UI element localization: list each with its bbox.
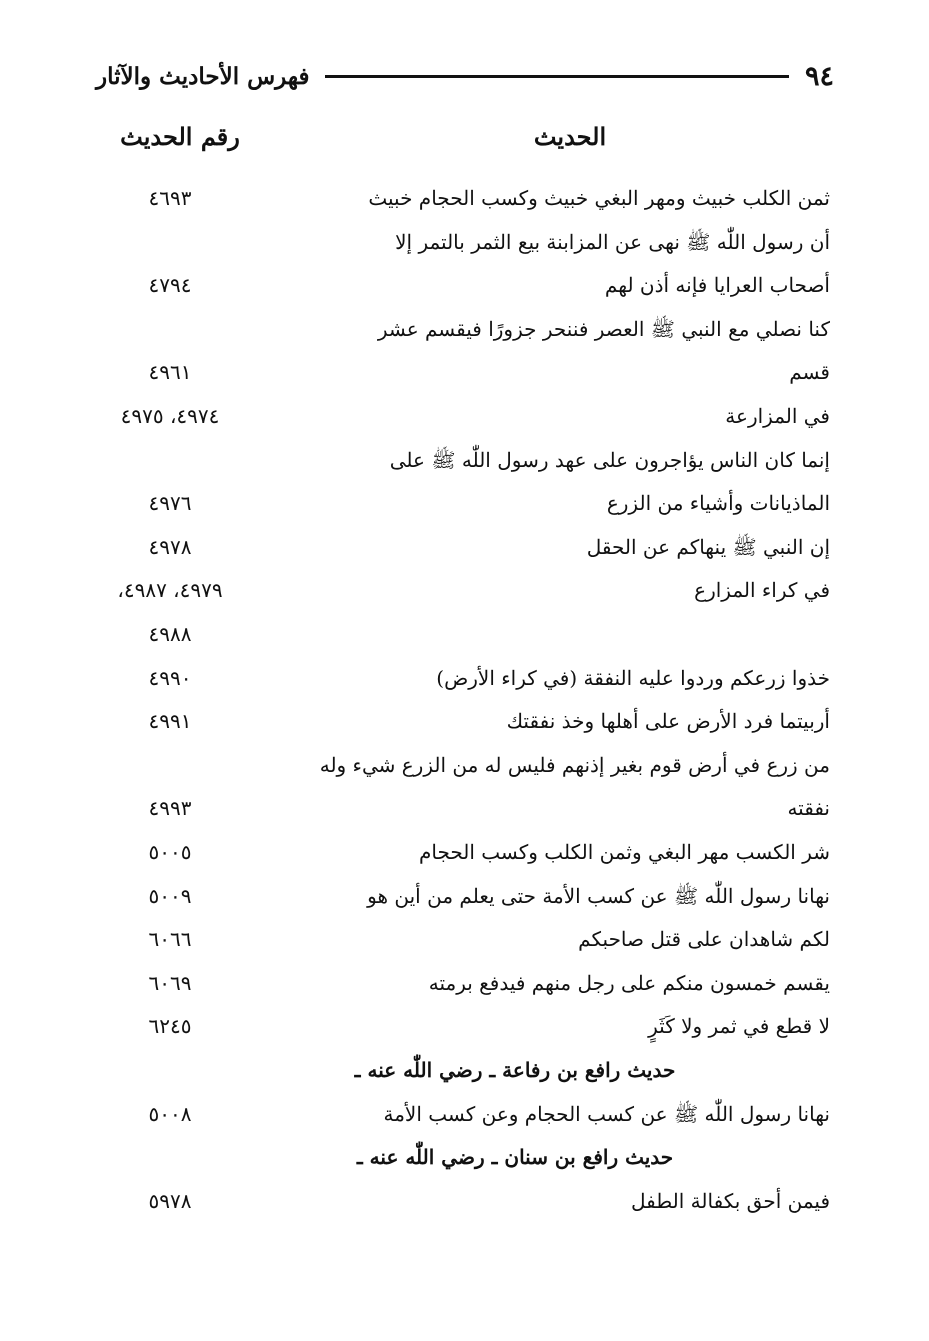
hadith-number: ٥٠٠٥ xyxy=(148,840,192,864)
hadith-text: لا قطع في ثمر ولا كَثَرٍ xyxy=(648,1014,830,1038)
hadith-number: ٥٠٠٨ xyxy=(148,1102,192,1126)
index-row xyxy=(90,616,830,652)
hadith-column-heading: الحديث xyxy=(533,122,607,151)
hadith-number: ٤٩٩٠ xyxy=(148,666,192,690)
index-row xyxy=(90,834,830,870)
hadith-number: ٤٦٩٣ xyxy=(148,186,192,210)
section-title: حديث رافع بن رفاعة ـ رضي اللّٰه عنه ـ xyxy=(354,1058,676,1082)
hadith-number: ٤٩٩٣ xyxy=(148,796,192,820)
hadith-text: أن رسول اللّٰه ﷺ نهى عن المزابنة بيع الثمر بالتمر إلا xyxy=(395,230,830,254)
number-column-heading: رقم الحديث xyxy=(120,122,240,151)
hadith-text: فيمن أحق بكفالة الطفل xyxy=(630,1189,830,1213)
index-row xyxy=(90,485,830,521)
hadith-text: في المزارعة xyxy=(725,404,830,428)
hadith-text: يقسم خمسون منكم على رجل منهم فيدفع برمته xyxy=(428,971,830,995)
index-row xyxy=(90,529,830,565)
hadith-text: شر الكسب مهر البغي وثمن الكلب وكسب الحجام xyxy=(418,840,830,864)
index-row xyxy=(90,267,830,303)
index-row xyxy=(90,224,830,260)
hadith-number: ٤٧٩٤ xyxy=(148,273,192,297)
hadith-number: ٤٩٦١ xyxy=(148,360,192,384)
hadith-number: ٥٩٧٨ xyxy=(148,1189,192,1213)
hadith-number: ٤٩٧٩، ٤٩٨٧، xyxy=(117,578,223,602)
index-row xyxy=(90,747,830,783)
index-row xyxy=(90,1096,830,1132)
index-row xyxy=(90,1183,830,1219)
hadith-number: ٤٩٨٨ xyxy=(148,622,192,646)
hadith-text: نفقته xyxy=(787,796,830,820)
page-number: ٩٤ xyxy=(804,60,834,92)
hadith-number: ٦٠٦٦ xyxy=(148,927,192,951)
hadith-text: الماذيانات وأشياء من الزرع xyxy=(606,491,830,515)
index-row xyxy=(90,965,830,1001)
hadith-text: خذوا زرعكم وردوا عليه النفقة (في كراء الأرض) xyxy=(436,666,830,690)
hadith-text: أربيتما فرد الأرض على أهلها وخذ نفقتك xyxy=(506,709,830,733)
page-header xyxy=(96,56,834,96)
hadith-text: ثمن الكلب خبيث ومهر البغي خبيث وكسب الحجام خبيث xyxy=(368,186,830,210)
index-row xyxy=(90,1008,830,1044)
running-title: فهرس الأحاديث والآثار xyxy=(96,62,310,90)
hadith-text: نهانا رسول اللّٰه ﷺ عن كسب الأمة حتى يعلم من أين هو xyxy=(367,884,830,908)
index-row xyxy=(90,311,830,347)
hadith-text: قسم xyxy=(789,360,830,384)
index-row xyxy=(90,442,830,478)
hadith-number: ٤٩٧٦ xyxy=(148,491,192,515)
hadith-text: أصحاب العرايا فإنه أذن لهم xyxy=(604,273,830,297)
hadith-text: نهانا رسول اللّٰه ﷺ عن كسب الحجام وعن كسب الأمة xyxy=(383,1102,830,1126)
index-row xyxy=(90,180,830,216)
hadith-text: إن النبي ﷺ ينهاكم عن الحقل xyxy=(586,535,830,559)
index-row xyxy=(90,703,830,739)
index-row xyxy=(90,398,830,434)
hadith-number: ٤٩٧٤، ٤٩٧٥ xyxy=(120,404,220,428)
hadith-text: إنما كان الناس يؤاجرون على عهد رسول اللّٰه ﷺ على xyxy=(389,448,830,472)
index-row xyxy=(90,660,830,696)
section-title: حديث رافع بن سنان ـ رضي اللّٰه عنه ـ xyxy=(356,1145,674,1169)
index-row xyxy=(90,921,830,957)
hadith-number: ٦٢٤٥ xyxy=(148,1014,192,1038)
hadith-text: لكم شاهدان على قتل صاحبكم xyxy=(578,927,830,951)
header-rule xyxy=(325,75,789,78)
section-heading xyxy=(90,1052,830,1088)
hadith-text: في كراء المزارع xyxy=(694,578,830,602)
hadith-number: ٦٠٦٩ xyxy=(148,971,192,995)
hadith-text: كنا نصلي مع النبي ﷺ العصر فننحر جزورًا فيقسم عشر xyxy=(377,317,830,341)
hadith-number: ٤٩٩١ xyxy=(148,709,192,733)
index-row xyxy=(90,354,830,390)
hadith-number: ٤٩٧٨ xyxy=(148,535,192,559)
index-row xyxy=(90,790,830,826)
index-row xyxy=(90,572,830,608)
hadith-text: من زرع في أرض قوم بغير إذنهم فليس له من الزرع شيء وله xyxy=(319,753,830,777)
hadith-number: ٥٠٠٩ xyxy=(148,884,192,908)
section-heading xyxy=(90,1139,830,1175)
index-row xyxy=(90,878,830,914)
